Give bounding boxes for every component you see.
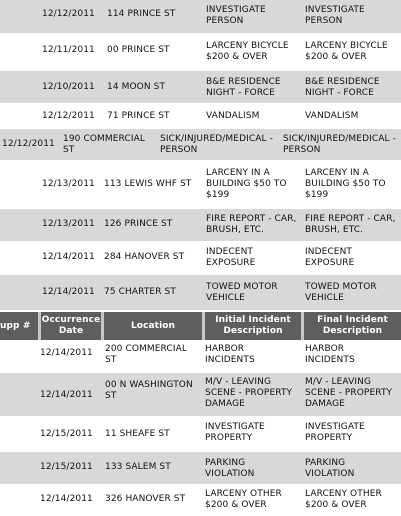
location-cell: 00 PRINCE ST [107,45,170,55]
final-description-cell: M/V - LEAVING SCENE - PROPERTY DAMAGE [305,377,393,409]
date-cell: 12/15/2011 [40,462,93,472]
header-occurrence-date: Occurrence Date [41,312,101,340]
final-description-cell: TOWED MOTOR VEHICLE [305,282,377,303]
initial-description-cell: HARBOR INCIDENTS [205,344,255,365]
initial-description-cell: B&E RESIDENCE NIGHT - FORCE [206,77,281,98]
header-initial-description: Initial Incident Description [205,312,301,340]
date-cell: 12/13/2011 [42,219,95,229]
date-cell: 12/14/2011 [40,494,93,504]
table-row [0,416,401,452]
final-description-cell: INDECENT EXPOSURE [305,247,355,268]
table-row [0,340,401,373]
location-cell: 326 HANOVER ST [105,494,186,504]
location-cell: 114 PRINCE ST [107,9,176,19]
location-cell: 00 N WASHINGTON ST [105,380,193,401]
date-cell: 12/15/2011 [40,429,93,439]
date-cell: 12/12/2011 [42,9,95,19]
final-description-cell: LARCENY BICYCLE $200 & OVER [305,41,388,62]
initial-description-cell: PARKING VIOLATION [205,458,255,479]
location-cell: 75 CHARTER ST [104,287,176,297]
final-description-cell: LARCENY IN A BUILDING $50 TO $199 [305,168,386,200]
table-row [0,452,401,484]
location-cell: 113 LEWIS WHF ST [104,179,192,189]
date-cell: 12/12/2011 [2,139,55,149]
date-cell: 12/11/2011 [42,45,95,55]
initial-description-cell: INVESTIGATE PERSON [206,5,266,26]
table-header [0,312,401,340]
header-final-description: Final Incident Description [304,312,401,340]
table-row [0,484,401,516]
date-cell: 12/14/2011 [40,348,93,358]
final-description-cell: B&E RESIDENCE NIGHT - FORCE [305,77,380,98]
header-supp-number: upp # [0,312,38,340]
location-cell: 71 PRINCE ST [107,111,170,121]
initial-description-cell: INVESTIGATE PROPERTY [205,422,265,443]
final-description-cell: LARCENY OTHER $200 & OVER [305,489,382,510]
table-row [0,129,401,160]
table-row [0,373,401,416]
initial-description-cell: LARCENY OTHER $200 & OVER [205,489,282,510]
date-cell: 12/12/2011 [42,111,95,121]
table-row [0,0,401,33]
table-row [0,160,401,209]
initial-description-cell: INDECENT EXPOSURE [206,247,256,268]
location-cell: 11 SHEAFE ST [105,429,170,439]
final-description-cell: PARKING VIOLATION [305,458,355,479]
location-cell: 14 MOON ST [107,82,166,92]
table-row [0,275,401,310]
location-cell: 284 HANOVER ST [104,252,185,262]
table-row [0,103,401,129]
location-cell: 133 SALEM ST [105,462,171,472]
date-cell: 12/14/2011 [42,287,95,297]
location-cell: 200 COMMERCIAL ST [105,344,187,365]
date-cell: 12/13/2011 [42,179,95,189]
location-cell: 190 COMMERCIAL ST [63,134,145,155]
initial-description-cell: VANDALISM [206,111,260,121]
initial-description-cell: SICK/INJURED/MEDICAL - PERSON [160,134,273,155]
date-cell: 12/14/2011 [42,252,95,262]
final-description-cell: INVESTIGATE PROPERTY [305,422,365,443]
final-description-cell: INVESTIGATE PERSON [305,5,365,26]
table-row [0,209,401,241]
initial-description-cell: LARCENY BICYCLE $200 & OVER [206,41,289,62]
final-description-cell: SICK/INJURED/MEDICAL - PERSON [283,134,396,155]
table-row [0,241,401,275]
date-cell: 12/14/2011 [40,390,93,400]
final-description-cell: FIRE REPORT - CAR, BRUSH, ETC. [305,214,396,235]
initial-description-cell: FIRE REPORT - CAR, BRUSH, ETC. [206,214,297,235]
table-row [0,71,401,103]
table-row [0,33,401,71]
final-description-cell: HARBOR INCIDENTS [305,344,355,365]
initial-description-cell: LARCENY IN A BUILDING $50 TO $199 [206,168,287,200]
initial-description-cell: TOWED MOTOR VEHICLE [206,282,278,303]
initial-description-cell: M/V - LEAVING SCENE - PROPERTY DAMAGE [205,377,293,409]
final-description-cell: VANDALISM [305,111,359,121]
date-cell: 12/10/2011 [42,82,95,92]
location-cell: 126 PRINCE ST [104,219,173,229]
header-location: Location [104,312,202,340]
